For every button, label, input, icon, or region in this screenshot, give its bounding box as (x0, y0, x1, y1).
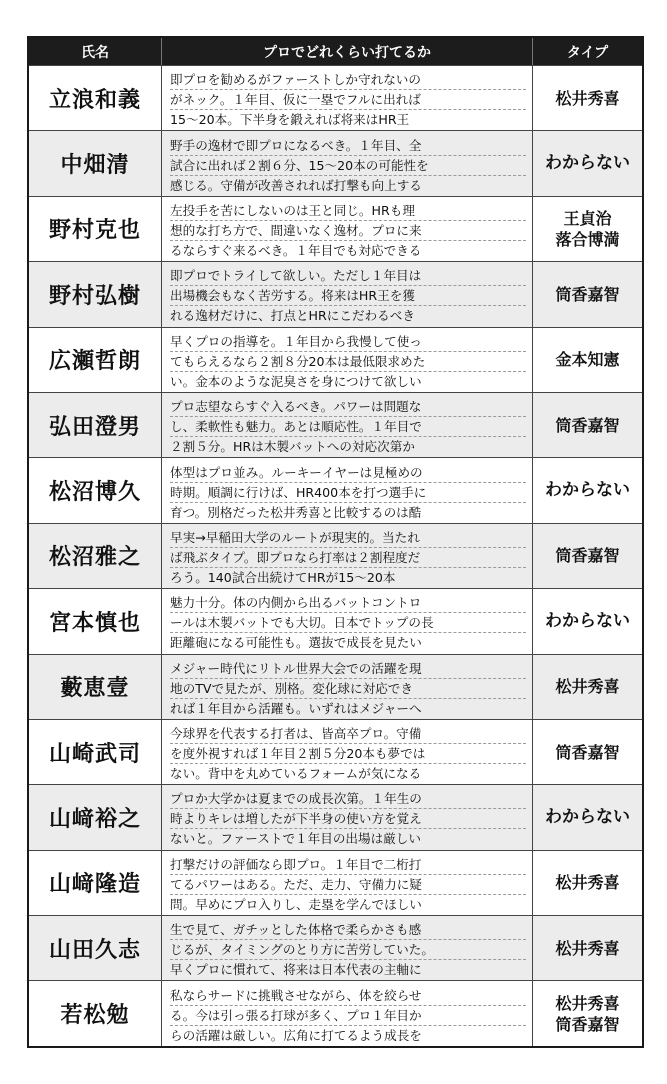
comment-text (162, 131, 533, 195)
table-header (29, 38, 642, 65)
comment-line: 早実→早稲田大学のルートが現実的。当たれ (170, 528, 526, 548)
commentator-name: 宮本慎也 (29, 589, 162, 653)
comment-line: プロか大学かは夏までの成長次第。１年生の (170, 789, 526, 809)
comment-line: ろう。140試合出続けてHRが15～20本 (170, 569, 396, 585)
comment-text (162, 458, 533, 522)
player-type-label: 筒香嘉智 (555, 415, 620, 435)
player-type-label: 筒香嘉智 (555, 284, 620, 304)
commentator-name: 山田久志 (29, 916, 162, 980)
table-row (29, 588, 642, 653)
player-type (533, 785, 642, 849)
player-type-label: 筒香嘉智 (555, 1014, 620, 1034)
player-type (533, 262, 642, 326)
comment-line: 魅力十分。体の内側から出るバットコントロ (170, 593, 526, 613)
player-type (533, 851, 642, 915)
comment-line: プロ志望ならすぐ入るべき。パワーは問題な (170, 397, 526, 417)
header-type: タイプ (566, 44, 609, 61)
player-type (533, 328, 642, 392)
comment-line: れる逸材だけに、打点とHRにこだわるべき (170, 308, 415, 324)
comment-text (162, 589, 533, 653)
table-row (29, 392, 642, 457)
table-row (29, 457, 642, 522)
comment-line: てるパワーはある。ただ、走力、守備力に疑 (170, 875, 526, 895)
comment-line: 15～20本。下半身を鍛えれば将来はHR王 (170, 112, 410, 128)
comment-line: 左投手を苦にしないのは王と同じ。HRも理 (170, 201, 526, 221)
comment-line: る。今は引っ張る打球が多く、プロ１年目か (170, 1006, 526, 1026)
comment-text (162, 720, 533, 784)
commentator-name: 山崎武司 (29, 720, 162, 784)
comment-line: 出場機会もなく苦労する。将来はHR王を獲 (170, 286, 526, 306)
table-row (29, 719, 642, 784)
player-type (533, 916, 642, 980)
commentator-name: 山﨑裕之 (29, 785, 162, 849)
commentator-name: 若松勉 (29, 981, 162, 1045)
commentator-name: 中畑清 (29, 131, 162, 195)
table-row (29, 196, 642, 261)
comment-line: れば１年目から活躍も。いずれはメジャーへ (170, 700, 422, 716)
player-type-label: 落合博満 (555, 229, 620, 249)
comment-line: らの活躍は厳しい。広角に打てるよう成長を (170, 1027, 422, 1043)
comment-text (162, 981, 533, 1045)
comment-line: じるが、タイミングのとり方に苦労していた。 (170, 940, 526, 960)
comment-line: 想的な打ち方で、間違いなく逸材。プロに来 (170, 221, 526, 241)
comment-line: 体型はプロ並み。ルーキーイヤーは見極めの (170, 463, 526, 483)
comment-line: 今球界を代表する打者は、皆高卒プロ。守備 (170, 724, 526, 744)
player-type (533, 524, 642, 588)
player-type-label: 松井秀喜 (555, 938, 620, 958)
table-body (29, 65, 642, 1046)
commentator-name: 野村克也 (29, 197, 162, 261)
comment-line: を度外視すれば１年目２割５分20本も夢では (170, 744, 526, 764)
player-type (533, 458, 642, 522)
comment-line: 感じる。守備が改善されれば打撃も向上する (170, 177, 422, 193)
comment-line: ない。背中を丸めているフォームが気になる (170, 766, 422, 782)
comment-line: 私ならサードに挑戦させながら、体を絞らせ (170, 986, 526, 1006)
comment-line: 試合に出れば２割６分、15～20本の可能性を (170, 156, 526, 176)
comment-line: 早くプロの指導を。１年目から我慢して使っ (170, 332, 526, 352)
comment-line: 時よりキレは増したが下半身の使い方を覚え (170, 809, 526, 829)
comment-line: 育つ。別格だった松井秀喜と比較するのは酷 (170, 504, 422, 520)
comment-line: ば飛ぶタイプ。即プロなら打率は２割程度だ (170, 548, 526, 568)
table-row (29, 327, 642, 392)
player-type (533, 393, 642, 457)
table-row (29, 261, 642, 326)
commentator-name: 弘田澄男 (29, 393, 162, 457)
table-row (29, 850, 642, 915)
comment-line: 即プロでトライして欲しい。ただし１年目は (170, 266, 526, 286)
comment-line: 即プロを勧めるがファーストしか守れないの (170, 70, 526, 90)
player-type (533, 655, 642, 719)
player-type (533, 197, 642, 261)
table-row (29, 523, 642, 588)
comment-line: い。金本のような泥臭さを身につけて欲しい (170, 373, 422, 389)
comment-text (162, 655, 533, 719)
commentator-name: 山﨑隆造 (29, 851, 162, 915)
comment-line: 野手の逸材で即プロになるべき。１年目、全 (170, 136, 526, 156)
player-type-label: 王貞治 (563, 208, 612, 228)
table-row (29, 784, 642, 849)
comment-line: し、柔軟性も魅力。あとは順応性。１年目で (170, 417, 526, 437)
player-type-label: わからない (545, 610, 630, 631)
player-type (533, 66, 642, 130)
player-type-label: わからない (545, 153, 630, 174)
comment-line: がネック。１年目、仮に一塁でフルに出れば (170, 90, 526, 110)
header-comment: プロでどれくらい打てるか (162, 38, 533, 65)
comment-text (162, 785, 533, 849)
table-row (29, 915, 642, 980)
comment-line: ールは木製バットでも大切。日本でトップの長 (170, 613, 526, 633)
comment-line: 距離砲になる可能性も。選抜で成長を見たい (170, 635, 422, 651)
evaluation-table (27, 36, 644, 1048)
comment-text (162, 328, 533, 392)
player-type (533, 720, 642, 784)
player-type (533, 981, 642, 1045)
table-row (29, 980, 642, 1045)
player-type-label: 松井秀喜 (555, 88, 620, 108)
table-row (29, 65, 642, 130)
comment-text (162, 262, 533, 326)
player-type-label: 金本知憲 (555, 350, 620, 370)
commentator-name: 野村弘樹 (29, 262, 162, 326)
commentator-name: 藪恵壹 (29, 655, 162, 719)
comment-line: てもらえるなら２割８分20本は最低限求めた (170, 352, 526, 372)
player-type-label: 筒香嘉智 (555, 546, 620, 566)
comment-text (162, 393, 533, 457)
comment-line: 生で見て、ガチッとした体格で柔らかさも感 (170, 920, 526, 940)
comment-line: 早くプロに慣れて、将来は日本代表の主軸に (170, 962, 422, 978)
player-type-label: 松井秀喜 (555, 873, 620, 893)
table-row (29, 130, 642, 195)
comment-text (162, 524, 533, 588)
comment-text (162, 851, 533, 915)
player-type-label: 松井秀喜 (555, 677, 620, 697)
comment-line: ないと。ファーストで１年目の出場は厳しい (170, 831, 421, 847)
player-type-label: 筒香嘉智 (555, 742, 620, 762)
player-type-label: 松井秀喜 (555, 993, 620, 1013)
comment-line: 打撃だけの評価なら即プロ。１年目で二桁打 (170, 855, 526, 875)
commentator-name: 広瀬哲朗 (29, 328, 162, 392)
commentator-name: 松沼雅之 (29, 524, 162, 588)
comment-line: 時期。順調に行けば、HR400本を打つ選手に (170, 483, 526, 503)
comment-line: ２割５分。HRは木製バットへの対応次第か (170, 439, 415, 455)
comment-text (162, 916, 533, 980)
table-row (29, 654, 642, 719)
comment-text (162, 197, 533, 261)
player-type (533, 589, 642, 653)
player-type-label: わからない (545, 806, 630, 827)
header-name: 氏名 (29, 38, 162, 65)
comment-line: 地のTVで見たが、別格。変化球に対応でき (170, 679, 526, 699)
comment-line: るならすぐ来るべき。１年目でも対応できる (170, 242, 422, 258)
comment-line: メジャー時代にリトル世界大会での活躍を現 (170, 659, 526, 679)
player-type (533, 131, 642, 195)
player-type-label: わからない (545, 480, 630, 501)
commentator-name: 立浪和義 (29, 66, 162, 130)
commentator-name: 松沼博久 (29, 458, 162, 522)
comment-text (162, 66, 533, 130)
comment-line: 問。早めにプロ入りし、走塁を学んでほしい (170, 896, 422, 912)
